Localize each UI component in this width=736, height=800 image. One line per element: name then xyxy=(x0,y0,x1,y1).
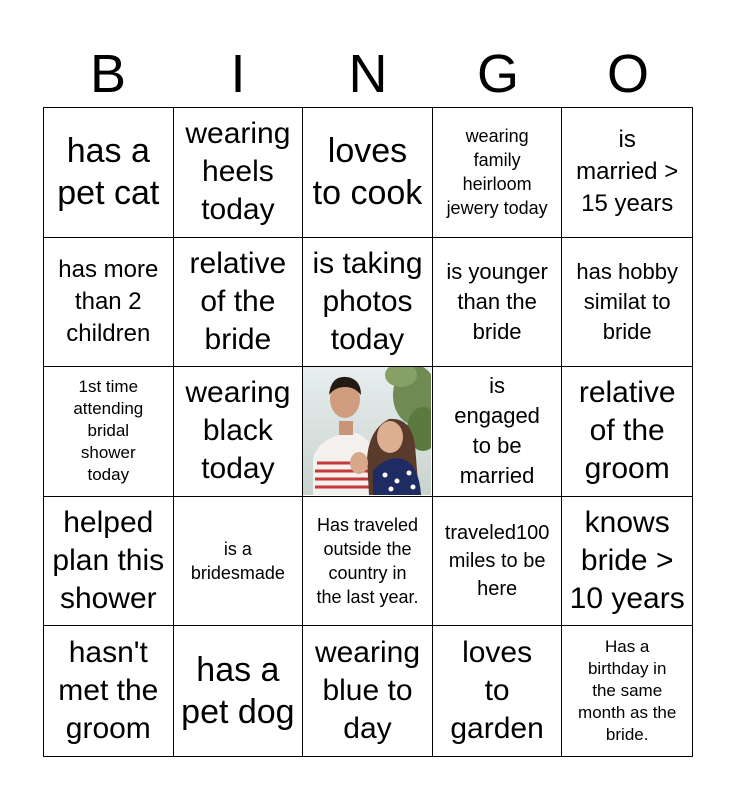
cell-text: wearing heels today xyxy=(185,117,291,227)
cell-text: Has traveled outside the country in the last year. xyxy=(316,515,419,608)
bingo-cell[interactable] xyxy=(433,626,563,756)
bingo-cell[interactable] xyxy=(562,108,692,238)
bingo-cell[interactable] xyxy=(433,238,563,368)
header-letter-o: O xyxy=(606,44,649,104)
bingo-cell[interactable] xyxy=(174,626,304,756)
cell-text: traveled100 miles to be here xyxy=(444,522,550,601)
cell-text: has a pet cat xyxy=(57,132,160,213)
bingo-cell[interactable] xyxy=(433,367,563,497)
cell-text: is a bridesmade xyxy=(190,539,285,584)
bingo-cell[interactable] xyxy=(562,238,692,368)
bingo-cell[interactable] xyxy=(433,497,563,627)
header-letter-g: G xyxy=(476,44,519,104)
cell-text: relative of the groom xyxy=(578,376,676,486)
bingo-cell[interactable] xyxy=(303,108,433,238)
bingo-cell[interactable] xyxy=(562,626,692,756)
bingo-cell[interactable] xyxy=(433,108,563,238)
bingo-cell[interactable] xyxy=(303,238,433,368)
header-letter-n: N xyxy=(348,44,388,104)
bingo-cell[interactable] xyxy=(44,497,174,627)
cell-text: is engaged to be married xyxy=(454,373,540,489)
cell-text: is taking photos today xyxy=(312,246,423,356)
cell-text: has a pet dog xyxy=(181,651,295,732)
cell-text: 1st time attending bridal shower today xyxy=(73,377,144,485)
header-letter-i: I xyxy=(230,44,246,104)
bingo-cell[interactable] xyxy=(44,238,174,368)
cell-text: relative of the bride xyxy=(189,246,287,356)
cell-text: is younger than the bride xyxy=(446,258,548,344)
bingo-cell[interactable] xyxy=(44,367,174,497)
cell-text: helped plan this shower xyxy=(52,506,165,616)
bingo-cell[interactable] xyxy=(174,108,304,238)
bingo-cell[interactable] xyxy=(174,238,304,368)
bingo-cell[interactable] xyxy=(44,626,174,756)
bingo-cell[interactable] xyxy=(562,367,692,497)
bingo-cell[interactable] xyxy=(174,497,304,627)
header-letter-b: B xyxy=(89,44,127,104)
cell-text: has hobby similat to bride xyxy=(576,258,678,344)
cell-text: wearing blue to day xyxy=(314,636,421,746)
cell-text: has more than 2 children xyxy=(58,255,159,347)
cell-text: loves to garden xyxy=(450,636,544,746)
cell-text: is married > 15 years xyxy=(576,126,679,218)
cell-text: loves to cook xyxy=(312,132,423,213)
cell-text: hasn't met the groom xyxy=(58,636,159,746)
cell-text: Has a birthday in the same month as the bride. xyxy=(578,637,677,745)
bingo-cell[interactable] xyxy=(174,367,304,497)
bingo-cell[interactable] xyxy=(303,626,433,756)
bingo-header xyxy=(43,40,693,108)
bingo-cell[interactable] xyxy=(44,108,174,238)
couple-photo-icon xyxy=(303,367,431,495)
bingo-grid xyxy=(43,107,693,757)
cell-text: wearing family heirloom jewery today xyxy=(446,126,548,219)
free-space[interactable] xyxy=(303,367,433,497)
bingo-cell[interactable] xyxy=(303,497,433,627)
cell-text: wearing black today xyxy=(185,376,291,486)
cell-text: knows bride > 10 years xyxy=(569,506,685,616)
bingo-cell[interactable] xyxy=(562,497,692,627)
